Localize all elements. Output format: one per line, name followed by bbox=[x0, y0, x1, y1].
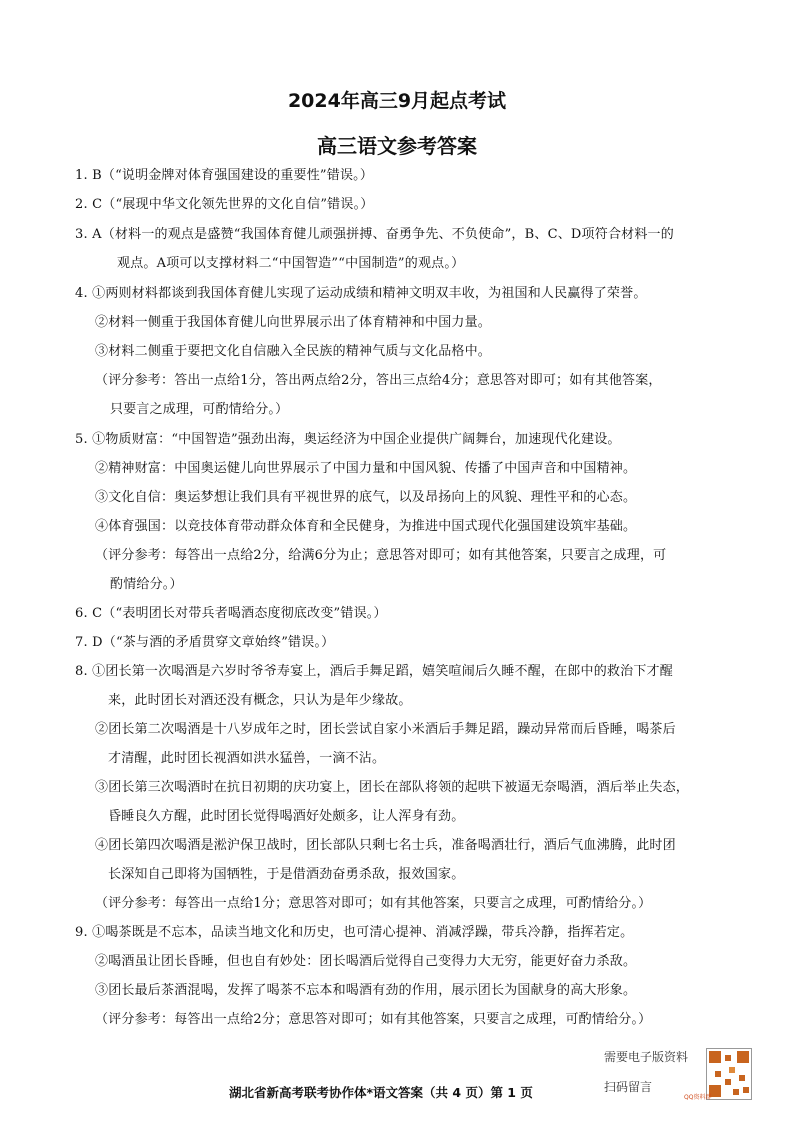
answer-line-7: 7. D（“茶与酒的矛盾贯穿文章始终”错误。） bbox=[75, 635, 335, 650]
answer-line-8: 8. ①团长第一次喝酒是六岁时爷爷寿宴上，酒后手舞足蹈，嬉笑喧闹后久睡不醒，在郎中的救治下才醒 bbox=[75, 664, 673, 679]
page-footer: 湖北省新高考联考协作体*语文答案（共 4 页）第 1 页 bbox=[229, 1085, 533, 1100]
answer-line-4-2: ②材料一侧重于我国体育健儿向世界展示出了体育精神和中国力量。 bbox=[95, 315, 492, 330]
answer-line-3: 3. A（材料一的观点是盛赞“我国体育健儿顽强拼搏、奋勇争先、不负使命”，B、C、D项符合材料一的 bbox=[75, 227, 674, 242]
answer-line-8-2: ②团长第二次喝酒是十八岁成年之时，团长尝试自家小米酒后手舞足蹈，躁动异常而后昏睡，喝茶后 bbox=[95, 722, 676, 737]
answer-line-4-3: ③材料二侧重于要把文化自信融入全民族的精神气质与文化品格中。 bbox=[95, 344, 492, 359]
scoring-note-4: （评分参考：答出一点给1分，答出两点给2分，答出三点给4分；意思答对即可；如有其他答案， bbox=[95, 373, 662, 388]
answer-line-5: 5. ①物质财富：“中国智造”强劲出海，奥运经济为中国企业提供广阔舞台，加速现代化建设。 bbox=[75, 432, 621, 447]
answer-line-8-4: ④团长第四次喝酒是淞沪保卫战时，团长部队只剩七名士兵，准备喝酒壮行，酒后气血沸腾，此时团 bbox=[95, 838, 676, 853]
scoring-note-8: （评分参考：每答出一点给1分；意思答对即可；如有其他答案，只要言之成理，可酌情给分。） bbox=[95, 896, 652, 911]
ad-text-top: 需要电子版资料 bbox=[604, 1050, 689, 1064]
answer-line-6: 6. C（“表明团长对带兵者喝酒态度彻底改变”错误。） bbox=[75, 606, 387, 621]
scoring-note-5: （评分参考：每答出一点给2分，给满6分为止；意思答对即可；如有其他答案，只要言之成理，可 bbox=[95, 548, 667, 563]
qr-label: QQ资料群 bbox=[684, 1094, 712, 1101]
scoring-note-4-cont: 只要言之成理，可酌情给分。） bbox=[110, 402, 289, 417]
answer-line-9-3: ③团长最后茶酒混喝，发挥了喝茶不忘本和喝酒有劲的作用，展示团长为国献身的高大形象。 bbox=[95, 983, 637, 998]
answer-line-8-3: ③团长第三次喝酒时在抗日初期的庆功宴上，团长在部队将领的起哄下被逼无奈喝酒，酒后举止失态， bbox=[95, 780, 690, 795]
answer-line-5-2: ②精神财富：中国奥运健儿向世界展示了中国力量和中国风貌、传播了中国声音和中国精神。 bbox=[95, 461, 637, 476]
answer-line-4: 4. ①两则材料都谈到我国体育健儿实现了运动成绩和精神文明双丰收，为祖国和人民赢得了荣誉。 bbox=[75, 286, 647, 301]
answer-line-9: 9. ①喝茶既是不忘本，品读当地文化和历史，也可清心提神、消减浮躁，带兵冷静，指挥若定。 bbox=[75, 925, 634, 940]
ad-text-bottom: 扫码留言 bbox=[604, 1080, 653, 1094]
answer-line-8-4-cont: 长深知自己即将为国牺牲，于是借酒劲奋勇杀敌，报效国家。 bbox=[108, 867, 465, 882]
scoring-note-9: （评分参考：每答出一点给2分；意思答对即可；如有其他答案，只要言之成理，可酌情给分。） bbox=[95, 1012, 652, 1027]
answer-line-1: 1. B（“说明金牌对体育强国建设的重要性”错误。） bbox=[75, 168, 374, 183]
qr-code-icon bbox=[706, 1048, 752, 1100]
answer-line-3-cont: 观点。A项可以支撑材料二“中国智造”“中国制造”的观点。） bbox=[117, 256, 465, 271]
answer-line-8-3-cont: 昏睡良久方醒，此时团长觉得喝酒好处颇多，让人浑身有劲。 bbox=[108, 809, 465, 824]
answer-line-5-4: ④体育强国：以竞技体育带动群众体育和全民健身，为推进中国式现代化强国建设筑牢基础。 bbox=[95, 519, 637, 534]
answer-line-2: 2. C（“展现中华文化领先世界的文化自信”错误。） bbox=[75, 197, 374, 212]
answer-line-5-3: ③文化自信：奥运梦想让我们具有平视世界的底气，以及昂扬向上的风貌、理性平和的心态。 bbox=[95, 490, 637, 505]
answer-line-9-2: ②喝酒虽让团长昏睡，但也自有妙处：团长喝酒后觉得自己变得力大无穷，能更好奋力杀敌。 bbox=[95, 954, 637, 969]
answer-line-8-cont: 来，此时团长对酒还没有概念，只认为是年少缘故。 bbox=[108, 693, 412, 708]
scoring-note-5-cont: 酌情给分。） bbox=[110, 577, 183, 592]
answer-line-8-2-cont: 才清醒，此时团长视酒如洪水猛兽，一滴不沾。 bbox=[108, 751, 386, 766]
exam-title: 2024年高三9月起点考试 bbox=[287, 90, 507, 112]
answer-key-title: 高三语文参考答案 bbox=[317, 134, 477, 158]
